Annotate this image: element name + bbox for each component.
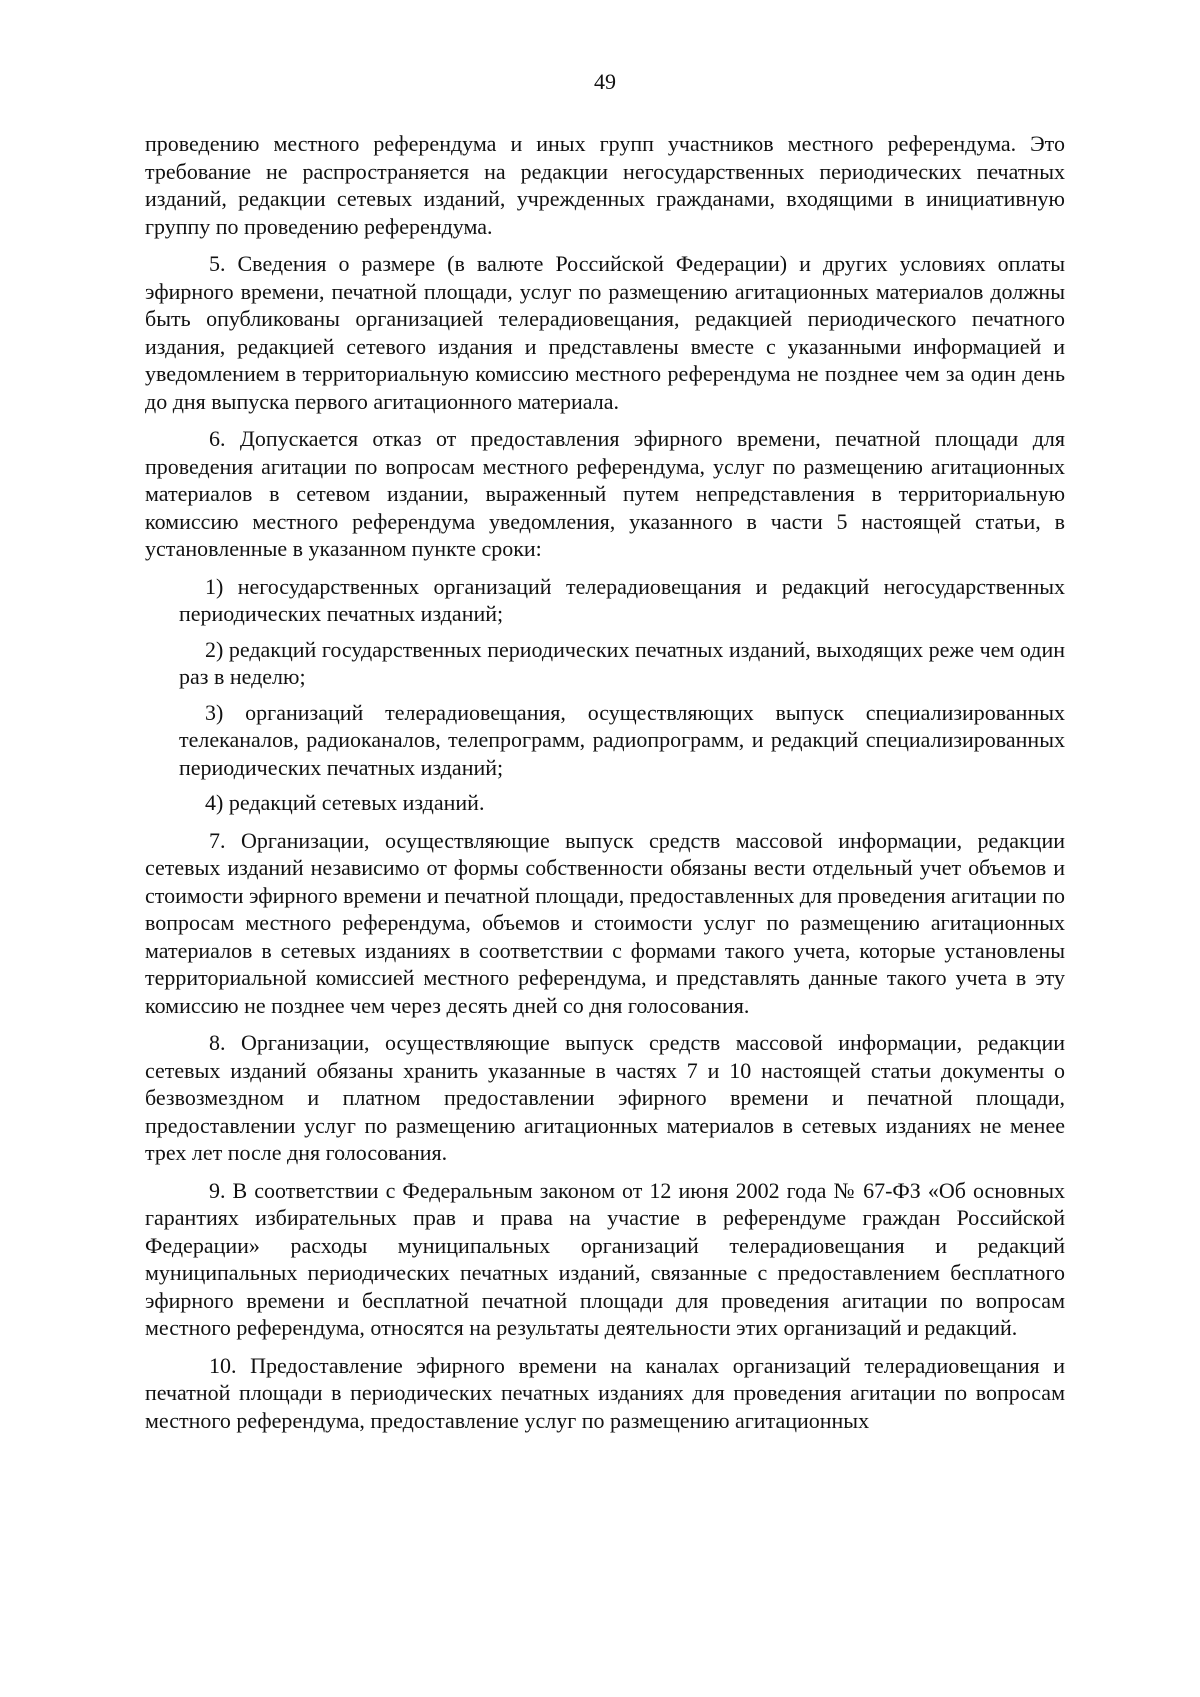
paragraph-6: 6. Допускается отказ от предоставления эфирного времени, печатной площади для проведения агитации по вопросам местного референдума, услуг по размещению агитационных материалов в сетевом издании, выраженный путем непредставления в территориальную комиссию местного референдума уведомления, указанного в части 5 настоящей статьи, в установленные в указанном пункте сроки: [145,426,1065,561]
paragraph-10: 10. Предоставление эфирного времени на каналах организаций телерадиовещания и печатной площади в периодических печатных изданиях для проведения агитации по вопросам местного референдума, предоставление услуг по размещению агитационных [145,1352,1065,1433]
refusal-list [145,573,1065,817]
paragraph-continuation: проведению местного референдума и иных групп участников местного референдума. Это требование не распространяется на редакции негосударственных периодических печатных изданий, редакции сетевых изданий, учрежденных гражданами, входящими в инициативную группу по проведению референдума. [145,131,1065,239]
document-page [145,68,1065,1668]
list-item-2: 2) редакций государственных периодических печатных изданий, выходящих реже чем один раз в неделю; [179,636,1065,689]
paragraph-9: 9. В соответствии с Федеральным законом от 12 июня 2002 года № 67-ФЗ «Об основных гарантиях избирательных прав и права на участие в референдуме граждан Российской Федерации» расходы муниципальных организаций телерадиовещания и редакций муниципальных периодических печатных изданий, связанные с предоставлением бесплатного эфирного времени и бесплатной печатной площади для проведения агитации по вопросам местного референдума, относятся на результаты деятельности этих организаций и редакций. [145,1177,1065,1340]
paragraph-7: 7. Организации, осуществляющие выпуск средств массовой информации, редакции сетевых изданий независимо от формы собственности обязаны вести отдельный учет объемов и стоимости эфирного времени и печатной площади, предоставленных для проведения агитации по вопросам местного референдума, объемов и стоимости услуг по размещению агитационных материалов в сетевых изданиях в соответствии с формами такого учета, которые установлены территориальной комиссией местного референдума, и представлять данные такого учета в эту комиссию не позднее чем через десять дней со дня голосования. [145,827,1065,1018]
list-item-4: 4) редакций сетевых изданий. [205,790,485,815]
list-item-1: 1) негосударственных организаций телерадиовещания и редакций негосударственных периодических печатных изданий; [179,573,1065,626]
list-item-3: 3) организаций телерадиовещания, осуществляющих выпуск специализированных телеканалов, радиоканалов, телепрограмм, радиопрограмм, и редакций специализированных периодических печатных изданий; [179,699,1065,780]
paragraph-8: 8. Организации, осуществляющие выпуск средств массовой информации, редакции сетевых изданий обязаны хранить указанные в частях 7 и 10 настоящей статьи документы о безвозмездном и платном предоставлении эфирного времени и печатной площади, предоставлении услуг по размещению агитационных материалов в сетевых изданиях не менее трех лет после дня голосования. [145,1030,1065,1165]
paragraph-5: 5. Сведения о размере (в валюте Российской Федерации) и других условиях оплаты эфирного времени, печатной площади, услуг по размещению агитационных материалов должны быть опубликованы организацией телерадиовещания, редакцией периодического печатного издания, редакцией сетевого издания и представлены вместе с указанными информацией и уведомлением в территориальную комиссию местного референдума не позднее чем за один день до дня выпуска первого агитационного материала. [145,251,1065,414]
page-number: 49 [594,69,616,94]
